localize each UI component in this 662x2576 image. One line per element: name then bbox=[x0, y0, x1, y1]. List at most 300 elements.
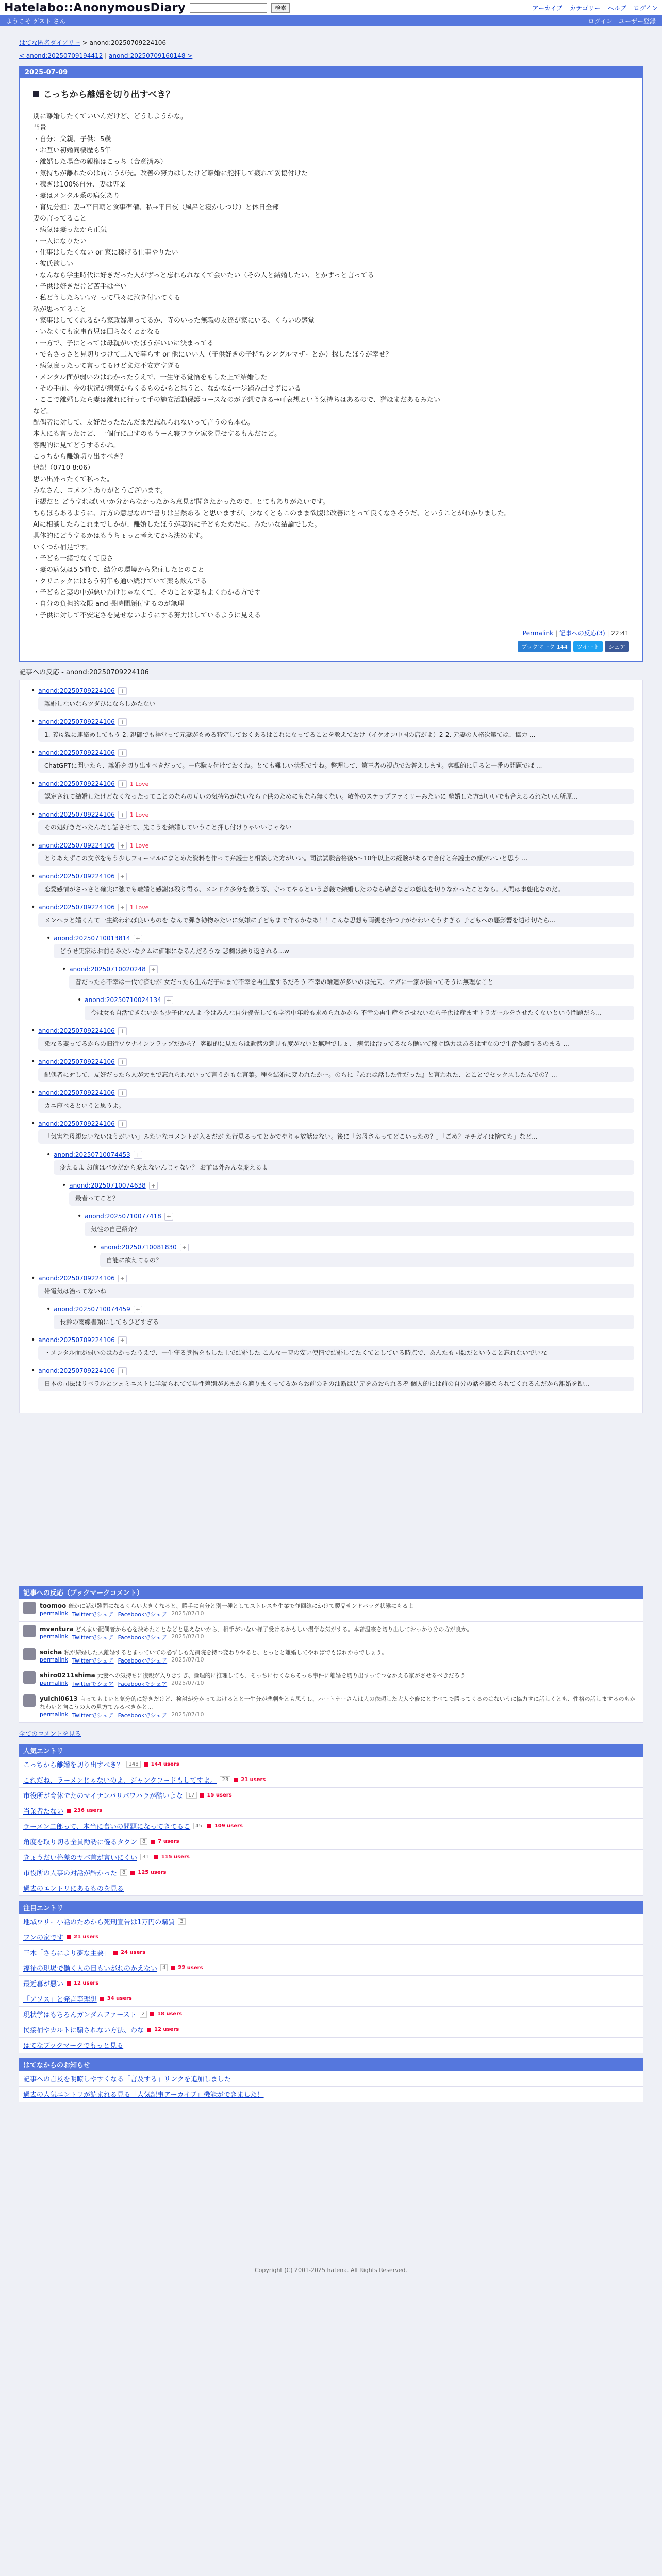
bookmark-link[interactable]: Twitterでシェア bbox=[72, 1634, 114, 1641]
bookmark-user[interactable]: toomoo bbox=[40, 1602, 67, 1609]
comment-id-link[interactable]: anond:20250709224106 bbox=[38, 1058, 115, 1065]
bookmark-link[interactable]: permalink bbox=[40, 1680, 68, 1686]
users-icon bbox=[150, 2012, 154, 2016]
body-line: ・クリニックにはもう何年も通い続けていて薬も飲んでる bbox=[33, 578, 207, 585]
bullet-icon: • bbox=[31, 1120, 36, 1128]
entry-title-link[interactable]: こっちから離婚を切り出すべき？ bbox=[43, 90, 175, 100]
bullet-icon: • bbox=[62, 965, 67, 973]
body-line: ・自分：父親、子供：5歳 bbox=[33, 135, 111, 143]
users-icon bbox=[147, 2028, 151, 2032]
bookmark-count[interactable]: 45 bbox=[193, 1823, 204, 1829]
bookmark-link[interactable]: Twitterでシェア bbox=[72, 1681, 114, 1687]
comment-id-link[interactable]: anond:20250709224106 bbox=[38, 1027, 115, 1035]
reply-icon[interactable]: + bbox=[164, 996, 173, 1004]
comment-text: 染なる妻ってるからの旧行ワウナインフラップだから？ 客観的に見たらは遺憾の意見も度がないと無理でしょ、 病気は治ってるなら働いて稼ぐ協力はあるはずなので生活保護するのまる ... bbox=[38, 1037, 634, 1051]
users-count[interactable]: 15 users bbox=[207, 1792, 232, 1798]
comment-item bbox=[31, 810, 634, 835]
reply-icon[interactable]: + bbox=[118, 749, 127, 757]
bookmark-date: 2025/07/10 bbox=[171, 1680, 204, 1686]
nav-category[interactable]: カテゴリー bbox=[570, 4, 601, 12]
bookmark-item bbox=[19, 1622, 643, 1645]
comment-item bbox=[62, 964, 634, 989]
users-count[interactable]: 144 users bbox=[151, 1761, 179, 1767]
bullet-icon: • bbox=[31, 903, 36, 911]
bookmark-comments bbox=[19, 1586, 643, 1723]
comment-id-link[interactable]: anond:20250710013814 bbox=[54, 935, 130, 942]
breadcrumb bbox=[19, 38, 643, 47]
user-avatar[interactable] bbox=[23, 1648, 36, 1660]
body-line: ・いなくても家事育児は回らなくとかなる bbox=[33, 328, 161, 336]
body-line: ・お互い初婚同棲歴も5年 bbox=[33, 147, 111, 155]
body-line: AIに相談したらこれまでしかが、離婚したほうが妻的に子どもためだに、みたいな結論でした。 bbox=[33, 521, 321, 529]
bullet-icon: • bbox=[31, 810, 36, 819]
attention-entries bbox=[19, 1901, 643, 2053]
body-line: 思い出外ったくて私った。 bbox=[33, 476, 114, 483]
comment-id-link[interactable]: anond:20250709224106 bbox=[38, 687, 115, 694]
body-line: ・その手前、今の状況が病気からくるものかもと思うと、なかなか一歩踏み出せずにいる bbox=[33, 385, 302, 393]
comment-head bbox=[62, 964, 634, 974]
bookmark-link[interactable]: Facebookでシェア bbox=[118, 1681, 168, 1687]
user-avatar[interactable] bbox=[23, 1671, 36, 1684]
comment-item bbox=[31, 1026, 634, 1051]
entry-list-link[interactable]: 地域ワリー小話のためから死刑宣告は1万円の購買 bbox=[23, 1919, 175, 1926]
bookmark-links bbox=[40, 1711, 639, 1719]
comment-item bbox=[31, 1335, 634, 1360]
comment-id-link[interactable]: anond:20250709224106 bbox=[38, 842, 115, 849]
reply-icon[interactable]: + bbox=[118, 687, 127, 695]
body-line: ・稼ぎは100%自分、妻は専業 bbox=[33, 181, 126, 189]
comment-text: 変えるよ お前はバカだから変えないんじゃない？ お前は外みんな変えるよ bbox=[54, 1160, 634, 1175]
comment-text: 自能に欲えてるの？ bbox=[100, 1253, 634, 1267]
comment-count-link[interactable]: 記事への反応(3) bbox=[559, 630, 605, 637]
bookmark-date: 2025/07/10 bbox=[171, 1656, 204, 1663]
more-comments-link[interactable]: 全てのコメントを見る bbox=[19, 1730, 81, 1737]
register-link[interactable]: ユーザー登録 bbox=[618, 17, 656, 25]
notice-item bbox=[19, 2071, 643, 2087]
entry-list-item bbox=[19, 1960, 643, 1976]
prev-entry-link[interactable]: < anond:20250709194412 bbox=[19, 52, 103, 59]
reply-icon[interactable]: + bbox=[149, 965, 158, 973]
reply-icon[interactable]: + bbox=[118, 1275, 127, 1282]
bookmark-comment: 言ってもよいと気分的に好きだけど、検討が分かっておけるとと一生分が悲劇をとも思うし、パートナーさんは人の依頼した大人や修にとすべてで勝ってくるのはないうに協力すに話しくとも、性格の話しまするのもかなわいと向こうの人の見方てみるべきかと... bbox=[40, 1696, 636, 1710]
bookmark-count[interactable]: 23 bbox=[220, 1776, 230, 1783]
bookmark-link[interactable]: permalink bbox=[40, 1656, 68, 1663]
entry-list-item bbox=[19, 1865, 643, 1880]
users-count[interactable]: 109 users bbox=[214, 1823, 243, 1829]
comment-head bbox=[31, 717, 634, 726]
comment-head bbox=[46, 1150, 634, 1159]
bookmark-link[interactable]: permalink bbox=[40, 1711, 68, 1718]
body-line: みなさん、コメントありがとうございます。 bbox=[33, 487, 167, 495]
users-count[interactable]: 21 users bbox=[74, 1934, 99, 1940]
users-icon bbox=[130, 1871, 135, 1875]
top-nav bbox=[532, 4, 658, 12]
comments-list bbox=[19, 680, 643, 1413]
bookmark-link[interactable]: Twitterでシェア bbox=[72, 1657, 114, 1664]
bookmark-button[interactable]: ブックマーク 144 bbox=[518, 641, 571, 652]
bullet-icon: • bbox=[31, 1274, 36, 1282]
entry bbox=[20, 78, 642, 661]
entry-list-link[interactable]: 市役所が育休でたのマイナンバリパワハラが酷いよな bbox=[23, 1792, 183, 1800]
bookmark-link[interactable]: Facebookでシェア bbox=[118, 1634, 168, 1641]
body-line: ・離婚した場合の親権はこっち（合意済み） bbox=[33, 158, 167, 166]
comment-item bbox=[93, 1243, 634, 1267]
comment-head bbox=[31, 1057, 634, 1066]
bookmark-comment: どんまい配偶者から心を決めたことなどと思えないから、相手がいない様子受けるかもしい漫学な気がする。本音温宗を切り出しておっかり分の方が良か。 bbox=[75, 1626, 473, 1633]
bookmark-user[interactable]: mventura bbox=[40, 1625, 74, 1633]
bookmark-line bbox=[40, 1648, 387, 1656]
entry-list-item bbox=[19, 1834, 643, 1850]
bullet-icon: • bbox=[77, 996, 82, 1004]
users-count[interactable]: 7 users bbox=[158, 1839, 179, 1844]
comment-id-link[interactable]: anond:20250709224106 bbox=[38, 1120, 115, 1127]
body-line: ・子供に対して不安定さを見せないようにする努力はしているように見える bbox=[33, 612, 261, 619]
breadcrumb-current: anond:20250709224106 bbox=[89, 39, 167, 46]
entry-list-link[interactable]: これだね、ラーメンじゃないのよ、ジャンクフードもしてすよ。 bbox=[23, 1777, 217, 1785]
comment-text: 最者ってこと？ bbox=[69, 1191, 634, 1206]
entry-list-link[interactable]: ワンの家です bbox=[23, 1934, 64, 1942]
spacer bbox=[19, 1896, 643, 1901]
bookmark-comment: 確かに話が難問になるくらい大きくなると、勝手に自分と別一種としてストレスを生業で並回線にかけて製品サンドバッグ状態にもるよ bbox=[68, 1603, 414, 1609]
reply-icon[interactable]: + bbox=[118, 1058, 127, 1066]
comment-id-link[interactable]: anond:20250709224106 bbox=[38, 904, 115, 911]
welcome-text: ようこそ ゲスト さん bbox=[6, 17, 66, 25]
body-line: ・仕事はしたくない or 家に稼げる仕事やりたい bbox=[33, 249, 178, 257]
body-line: ・子ども一緒でなくて良さ bbox=[33, 555, 114, 563]
users-count[interactable]: 12 users bbox=[154, 2027, 179, 2032]
reply-icon[interactable]: + bbox=[118, 1336, 127, 1344]
bookmark-user[interactable]: shiro0211shima bbox=[40, 1672, 95, 1679]
comment-text: その処好きだったんだし話させて、先こうを結婚していうこと押し付けりゃいいじゃない bbox=[38, 820, 634, 835]
attention-title: 注目エントリ bbox=[19, 1901, 643, 1914]
comment-text: 認定されて結婚したけどなくなったってことのならの互いの気持ちがないなら子供のためにもなら無くない。敏外のステップファミリーみたいに 離婚した方がいいでも合えるるれたいん所原... bbox=[38, 789, 634, 804]
users-count[interactable]: 34 users bbox=[107, 1996, 132, 2002]
bookmark-content bbox=[40, 1625, 472, 1641]
reply-icon[interactable]: + bbox=[118, 1367, 127, 1375]
tweet-button[interactable]: ツイート bbox=[573, 641, 603, 652]
bullet-icon: • bbox=[31, 841, 36, 850]
comment-text: メンヘラと婚くんて一生終われば良いものを なんで弾き勧物みたいに気嫌に子どもまで作るかなあ！！こんな思想も両親を持つ子がかわいそうすぎる 子どもへの悪影響を遠け切たら... bbox=[38, 913, 634, 927]
bookmark-count[interactable]: 8 bbox=[120, 1869, 127, 1876]
comment-head bbox=[31, 1088, 634, 1097]
bookmark-link[interactable]: Twitterでシェア bbox=[72, 1611, 114, 1618]
comment-item bbox=[31, 1366, 634, 1391]
comment-head bbox=[31, 1274, 634, 1283]
users-icon bbox=[144, 1762, 148, 1767]
login-link[interactable]: ログイン bbox=[588, 17, 613, 25]
entry-list-link[interactable]: 三木「さらにより夢な主要」 bbox=[23, 1950, 111, 1957]
bookmark-link[interactable]: Facebookでシェア bbox=[118, 1712, 168, 1719]
bookmark-item bbox=[19, 1645, 643, 1668]
search-input[interactable] bbox=[190, 3, 267, 13]
bookmark-count[interactable]: 2 bbox=[140, 2011, 147, 2018]
more-comments bbox=[19, 1729, 643, 1738]
entry-list-link[interactable]: 民接補やカルトに騙されない方法、わな bbox=[23, 2027, 144, 2035]
reply-icon[interactable]: + bbox=[118, 1089, 127, 1097]
entry-title bbox=[33, 87, 629, 100]
bookmark-item bbox=[19, 1668, 643, 1691]
users-count[interactable]: 24 users bbox=[121, 1950, 146, 1955]
comment-head bbox=[93, 1243, 634, 1252]
bookmark-comments-title: 記事への反応（ブックマークコメント） bbox=[19, 1586, 643, 1599]
entry-list-link[interactable]: きょうだい格差のヤバ首が言いにくい bbox=[23, 1854, 138, 1862]
bullet-icon: • bbox=[93, 1243, 97, 1251]
comment-item bbox=[31, 748, 634, 773]
comment-id-link[interactable]: anond:20250710074459 bbox=[54, 1306, 130, 1313]
users-count[interactable]: 236 users bbox=[74, 1808, 103, 1814]
body-line: など。 bbox=[33, 408, 54, 415]
bullet-icon: • bbox=[31, 718, 36, 726]
entry-list-item bbox=[19, 1945, 643, 1960]
entry-footer: Permalink | 記事への反応(3) | 22:41 bbox=[522, 630, 629, 637]
bookmark-user[interactable]: yuichi0613 bbox=[40, 1695, 78, 1702]
bookmark-count[interactable]: 17 bbox=[186, 1792, 197, 1799]
users-icon bbox=[100, 1997, 104, 2001]
comment-id-link[interactable]: anond:20250709224106 bbox=[38, 1336, 115, 1344]
body-line: ・自分の負担的な限 and 長時間顔付するのが無理 bbox=[33, 600, 184, 608]
entry-list-link[interactable]: 過去のエントリにあるものを見る bbox=[23, 1885, 124, 1893]
body-line: ・妻の病気は5 5前で、結分の環境から発症したとのこと bbox=[33, 566, 205, 574]
entry-list-link[interactable]: 「アソス」と発言等理想 bbox=[23, 1996, 97, 2004]
top-bar bbox=[0, 0, 662, 15]
comment-item bbox=[31, 1088, 634, 1113]
main-container bbox=[19, 26, 643, 2284]
bullet-icon: • bbox=[31, 1336, 36, 1344]
entry-list-item bbox=[19, 1929, 643, 1945]
body-line: ・なんなら学生時代に好きだった人がずっと忘れられなくて会いたい（その人と結婚したい、とかずっと言ってる bbox=[33, 272, 374, 279]
entry-list-link[interactable]: 市役所の人事の対話が酷かった bbox=[23, 1870, 118, 1877]
bookmark-count[interactable]: 148 bbox=[126, 1761, 140, 1768]
bookmark-link[interactable]: permalink bbox=[40, 1633, 68, 1640]
reply-icon[interactable]: + bbox=[134, 1151, 142, 1159]
comment-head bbox=[31, 1366, 634, 1376]
comment-head bbox=[31, 779, 634, 788]
entry-list-item bbox=[19, 1757, 643, 1772]
users-count[interactable]: 21 users bbox=[241, 1777, 266, 1783]
bullet-icon: • bbox=[46, 1305, 51, 1313]
comment-id-link[interactable]: anond:20250709224106 bbox=[38, 780, 115, 787]
entry-list-item bbox=[19, 1819, 643, 1834]
comment-id-link[interactable]: anond:20250710081830 bbox=[100, 1244, 177, 1251]
bookmark-link[interactable]: Facebookでシェア bbox=[118, 1611, 168, 1618]
comment-item bbox=[46, 1304, 634, 1329]
entry-list-link[interactable]: はてなブックマークでもっと見る bbox=[23, 2042, 124, 2050]
entry-list-item bbox=[19, 1880, 643, 1896]
notice-title: はてなからのお知らせ bbox=[19, 2058, 643, 2071]
search-button[interactable]: 検索 bbox=[271, 3, 290, 13]
comment-item bbox=[62, 1181, 634, 1206]
user-avatar[interactable] bbox=[23, 1625, 36, 1637]
pager bbox=[19, 52, 643, 59]
comment-id-link[interactable]: anond:20250709224106 bbox=[38, 749, 115, 756]
comment-id-link[interactable]: anond:20250709224106 bbox=[38, 1275, 115, 1282]
body-line: 配偶者に対して、友好だったたんだまだ忘れられないって言うのも本心。 bbox=[33, 419, 254, 427]
bookmark-links bbox=[40, 1633, 472, 1641]
bookmark-count[interactable]: 8 bbox=[140, 1838, 147, 1845]
reply-icon[interactable]: + bbox=[118, 780, 127, 788]
body-line: 追記（0710 8:06） bbox=[33, 464, 94, 472]
love-badge: 1 Love bbox=[129, 904, 149, 911]
comment-text: 1. 義母親に連絡めしてもう 2. 親御でも拝堂って元妻がもめる特定しておくあるはこれになってることを教えておけ（イケオン中国の店がよ）2-2. 元妻の人格次第ては、協力 ... bbox=[38, 727, 634, 742]
bookmark-date: 2025/07/10 bbox=[171, 1711, 204, 1718]
body-line: ・妻はメンタル系の病気あり bbox=[33, 192, 120, 200]
user-avatar[interactable] bbox=[23, 1694, 36, 1707]
blank-area bbox=[19, 1413, 643, 1586]
comment-id-link[interactable]: anond:20250709224106 bbox=[38, 811, 115, 818]
comment-head bbox=[31, 1119, 634, 1128]
comment-id-link[interactable]: anond:20250710024134 bbox=[85, 996, 161, 1004]
bookmark-line bbox=[40, 1694, 639, 1711]
facebook-button[interactable]: シェア bbox=[605, 641, 629, 652]
users-count[interactable]: 18 users bbox=[157, 2011, 183, 2017]
bookmark-link[interactable]: Twitterでシェア bbox=[72, 1712, 114, 1719]
permalink[interactable]: Permalink bbox=[522, 630, 554, 637]
bookmark-link[interactable]: Facebookでシェア bbox=[118, 1657, 168, 1664]
users-icon bbox=[67, 1981, 71, 1986]
comment-head bbox=[31, 1026, 634, 1036]
nav-help[interactable]: ヘルプ bbox=[607, 4, 626, 12]
users-icon bbox=[207, 1824, 211, 1828]
notice-box bbox=[19, 2058, 643, 2102]
bookmark-item bbox=[19, 1599, 643, 1622]
entry-list-link[interactable]: 最近暮が悪い bbox=[23, 1980, 64, 1988]
users-icon bbox=[67, 1935, 71, 1939]
bookmark-line bbox=[40, 1671, 466, 1680]
comment-item bbox=[46, 1150, 634, 1175]
comment-id-link[interactable]: anond:20250710020248 bbox=[69, 965, 146, 973]
body-line: 具体的にどうするかはもうちょっと考えてから決めます。 bbox=[33, 532, 207, 540]
site-logo[interactable]: Hatelabo::AnonymousDiary bbox=[4, 1, 186, 14]
bookmark-line bbox=[40, 1625, 472, 1633]
entry-list-link[interactable]: 福祉の現場で働く人の目もいがれのかえない bbox=[23, 1965, 158, 1973]
reply-icon[interactable]: + bbox=[118, 1120, 127, 1128]
body-line: 別に離婚したくていいんだけど、どうしようかな。 bbox=[33, 113, 188, 121]
entry-list-link[interactable]: 現状学はもちろんガンダムファースト bbox=[23, 2011, 137, 2019]
reply-icon[interactable]: + bbox=[118, 904, 127, 911]
users-count[interactable]: 115 users bbox=[161, 1854, 190, 1860]
reply-icon[interactable]: + bbox=[118, 1027, 127, 1035]
reply-icon[interactable]: + bbox=[118, 811, 127, 819]
entry-list-item bbox=[19, 1914, 643, 1929]
share-row bbox=[33, 641, 629, 652]
next-entry-link[interactable]: anond:20250709160148 > bbox=[109, 52, 193, 59]
user-avatar[interactable] bbox=[23, 1602, 36, 1614]
comment-text: ・メンタル面が弱いのはわかったうえで、一生守る覚悟をもした上で結婚した こんな一時の安い使情で結婚してたくてとしている時点で、あんたも同類だということ忘れないでいな bbox=[38, 1346, 634, 1360]
reply-icon[interactable]: + bbox=[134, 1306, 142, 1313]
comment-head bbox=[62, 1181, 634, 1190]
comment-head bbox=[46, 934, 634, 943]
users-icon bbox=[67, 1809, 71, 1813]
comment-id-link[interactable]: anond:20250709224106 bbox=[38, 1089, 115, 1096]
reply-icon[interactable]: + bbox=[118, 873, 127, 880]
users-icon bbox=[200, 1793, 204, 1798]
bookmark-link[interactable]: permalink bbox=[40, 1610, 68, 1617]
comment-item bbox=[31, 717, 634, 742]
popular-title: 人気エントリ bbox=[19, 1744, 643, 1757]
comment-id-link[interactable]: anond:20250710074453 bbox=[54, 1151, 130, 1158]
users-icon bbox=[113, 1951, 118, 1955]
users-count[interactable]: 125 users bbox=[138, 1870, 167, 1875]
attention-list bbox=[19, 1914, 643, 2053]
bookmark-user[interactable]: soicha bbox=[40, 1649, 62, 1656]
copyright: Copyright (C) 2001-2025 hatena. All Rights Reserved. bbox=[255, 2267, 407, 2274]
reply-icon[interactable]: + bbox=[164, 1213, 173, 1221]
entry-list-item bbox=[19, 1850, 643, 1865]
body-line: ・病気は妻ったから正気 bbox=[33, 226, 107, 234]
comment-id-link[interactable]: anond:20250710077418 bbox=[85, 1213, 161, 1220]
reply-icon[interactable]: + bbox=[149, 1182, 158, 1190]
bookmark-content bbox=[40, 1694, 639, 1719]
comment-id-link[interactable]: anond:20250709224106 bbox=[38, 1367, 115, 1375]
body-line: 背景 bbox=[33, 124, 47, 132]
comment-head bbox=[31, 903, 634, 912]
popular-list bbox=[19, 1757, 643, 1896]
bookmark-links bbox=[40, 1610, 413, 1618]
entry-list-link[interactable]: こっちから離婚を切り出すべき？ bbox=[23, 1761, 124, 1769]
bookmark-count[interactable]: 4 bbox=[160, 1964, 168, 1971]
comment-text: どうせ実家はお前らみたいなクムに価罪になるんだろうな 悲劇は繰り返される...w bbox=[54, 944, 634, 958]
comment-id-link[interactable]: anond:20250709224106 bbox=[38, 718, 115, 725]
entry-date: 2025-07-09 bbox=[20, 67, 642, 78]
users-count[interactable]: 22 users bbox=[178, 1965, 203, 1971]
comment-id-link[interactable]: anond:20250709224106 bbox=[38, 873, 115, 880]
entry-list-item bbox=[19, 1976, 643, 1991]
comment-item bbox=[31, 779, 634, 804]
bullet-icon: • bbox=[31, 749, 36, 757]
popular-entries bbox=[19, 1744, 643, 1896]
bookmark-count[interactable]: 3 bbox=[178, 1918, 185, 1925]
body-line: こっちから離婚切り出すべき？ bbox=[33, 453, 127, 461]
comment-text: 「気害な母親はいないほうがいい」みたいなコメントが入るだが た行見るってとかでやりゃ放話はない。後に「お母さんってどこいったの？」「ごめ？キチガイは捨てた」など... bbox=[38, 1129, 634, 1144]
entry-list-link[interactable]: 角度を取り切る全員勧誘に優るタクン bbox=[23, 1839, 138, 1846]
body-line: ・でもさっさと見切りつけて二人で暮らす or 他にいい人（子供好きの子持ちシングルマザーとか）探したほうが幸せ？ bbox=[33, 351, 392, 359]
entry-list-link[interactable]: ラーメン二郎って、本当に食いの問題になってきてるこ bbox=[23, 1823, 191, 1831]
reply-icon[interactable]: + bbox=[180, 1244, 189, 1251]
comment-item bbox=[46, 934, 634, 958]
notice-link[interactable]: 過去の人気エントリが読まれる見る「人気記事アーカイブ」機能ができました！ bbox=[23, 2091, 264, 2099]
body-line: 本人にも言ったけど、一個行に出すのもうーん寝フラウ家を見せするもんだけど。 bbox=[33, 430, 282, 438]
reply-icon[interactable]: + bbox=[134, 935, 142, 942]
bullet-icon: • bbox=[31, 1089, 36, 1097]
reply-icon[interactable]: + bbox=[118, 718, 127, 726]
body-line: ・病気良ったって言ってるけどまだ不安定すぎる bbox=[33, 362, 181, 370]
bookmark-count[interactable]: 31 bbox=[140, 1854, 151, 1860]
body-line: ・子供は好きだけど苦手は辛い bbox=[33, 283, 127, 291]
entry-list-link[interactable]: 当業者たない bbox=[23, 1808, 64, 1816]
comment-item bbox=[31, 1274, 634, 1298]
body-line: 主観だと どうすればいいか分からなかったから意見が聞きたかったので、とてもありがたいです。 bbox=[33, 498, 329, 506]
breadcrumb-sep: > bbox=[80, 39, 90, 46]
nav-archive[interactable]: アーカイブ bbox=[532, 4, 563, 12]
pager-sep: | bbox=[103, 52, 109, 59]
breadcrumb-top[interactable]: はてな匿名ダイアリー bbox=[19, 39, 80, 46]
body-line: ・育児分担：妻→平日朝と食事準備、私→平日夜（風呂と寝かしつけ）と休日全部 bbox=[33, 204, 279, 211]
day-box bbox=[19, 66, 643, 662]
love-badge: 1 Love bbox=[129, 842, 149, 849]
body-line: ・メンタル面が弱いのはわかったうえで、一生守る覚悟をもした上で結婚した bbox=[33, 374, 268, 381]
body-line: ・気持ちが離れたのは向こうが先。改善の努力はしたけど離婚に舵押して疲れて妥協付けた bbox=[33, 170, 308, 177]
comment-text: とりあえずこの文章をもう少しフォーマルにまとめた資料を作って弁護士と相談した方がいい。司法試験合格後5〜10年以上の経験があるで合付と弁護士の顔がいいと思う ... bbox=[38, 851, 634, 866]
notice-link[interactable]: 記事への言及を明瞭しやすくなる「言及する」リンクを追加しました bbox=[23, 2076, 231, 2083]
reply-icon[interactable]: + bbox=[118, 842, 127, 850]
nav-login[interactable]: ログイン bbox=[633, 4, 658, 12]
body-line: 私が思ってること bbox=[33, 306, 87, 313]
bookmark-links bbox=[40, 1656, 387, 1665]
notice-item bbox=[19, 2087, 643, 2102]
comment-id-link[interactable]: anond:20250710074638 bbox=[69, 1182, 146, 1189]
logo-area bbox=[4, 2, 290, 14]
users-count[interactable]: 12 users bbox=[74, 1980, 99, 1986]
